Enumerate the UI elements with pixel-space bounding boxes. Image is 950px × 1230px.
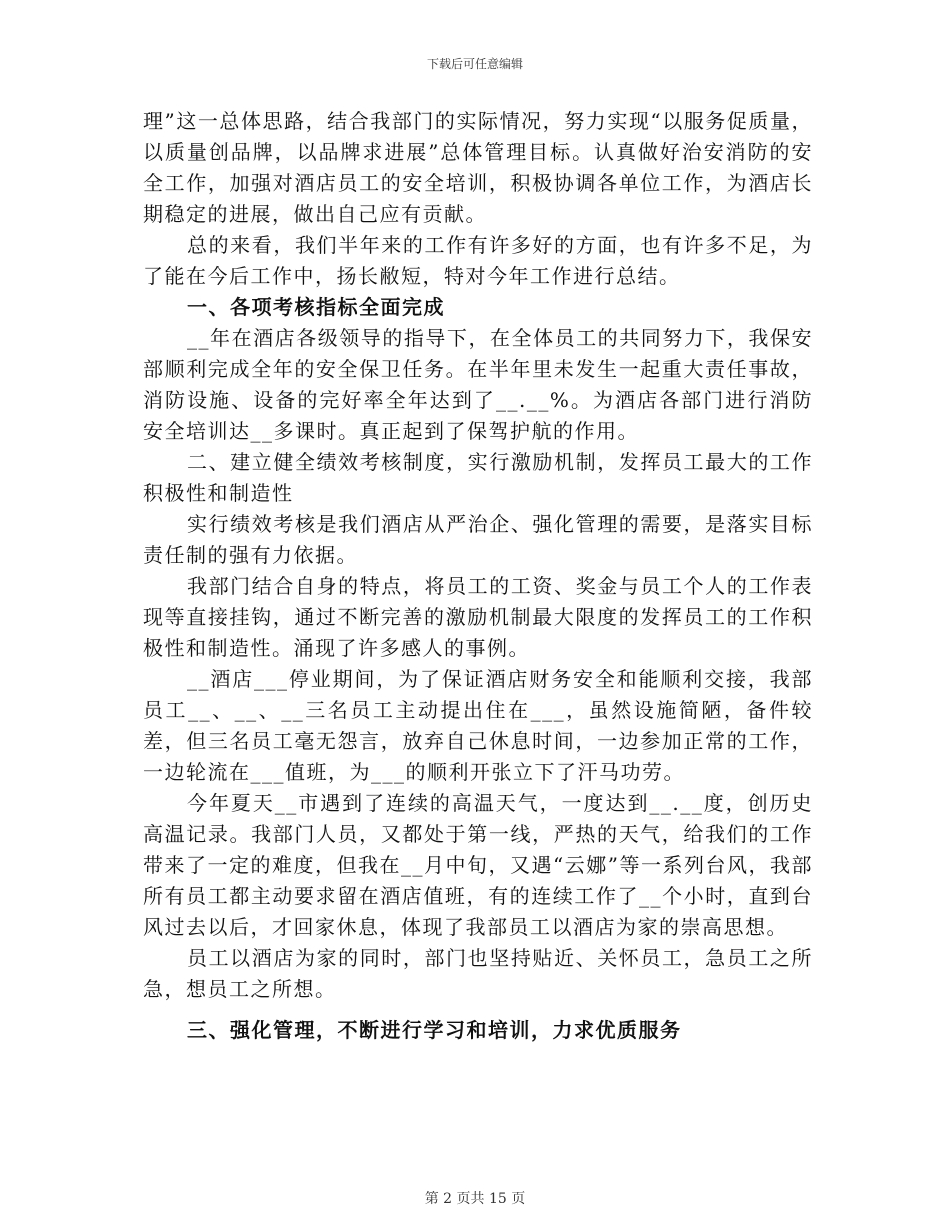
section-heading-1: 一、各项考核指标全面完成 [187,295,445,319]
page-header-note: 下载后可任意编辑 [426,57,523,71]
paragraph-incentive: 我部门结合自身的特点，将员工的工资、奖金与员工个人的工作表现等直接挂钩，通过不断完善的激励机制最大限度的发挥员工的工作积极性和制造性。涌现了许多感人的事例。 [143,574,813,660]
paragraph-performance-review: 实行绩效考核是我们酒店从严治企、强化管理的需要，是落实目标责任制的强有力依据。 [143,512,813,567]
paragraph-continuation: 理”这一总体思路，结合我部门的实际情况，努力实现“以服务促质量，以质量创品牌，以品牌求进展”总体管理目标。认真做好治安消防的安全工作，加强对酒店员工的安全培训，积极协调各单位工作，为酒店长期稳定的进展，做出自己应有贡献。 [143,109,813,226]
paragraph-summer-typhoon: 今年夏天__市遇到了连续的高温天气，一度达到__.__度，创历史高温记录。我部门人员，又都处于第一线，严热的天气，给我们的工作带来了一定的难度，但我在__月中旬，又遇“云娜”等一系列台风，我部所有员工都主动要求留在酒店值班，有的连续工作了__个小时，直到台风过去以后，才回家休息，体现了我部员工以酒店为家的崇高思想。 [143,791,813,939]
paragraph-annual-tasks: __年在酒店各级领导的指导下，在全体员工的共同努力下，我保安部顺利完成全年的安全保卫任务。在半年里未发生一起重大责任事故，消防设施、设备的完好率全年达到了__.__%。为酒店各部门进行消防安全培训达__多课时。真正起到了保驾护航的作用。 [143,326,813,443]
document-body [143,106,813,1046]
paragraph-hotel-closure: __酒店___停业期间，为了保证酒店财务安全和能顺利交接，我部员工__、__、__三名员工主动提出住在___，虽然设施简陋，备件较差，但三名员工毫无怨言，放弃自己休息时间，一边参加正常的工作，一边轮流在___值班，为___的顺利开张立下了汗马功劳。 [143,667,813,784]
paragraph-care-for-staff: 员工以酒店为家的同时，部门也坚持贴近、关怀员工，急员工之所急，想员工之所想。 [143,946,813,1001]
section-heading-3: 三、强化管理，不断进行学习和培训，力求优质服务 [187,1018,682,1042]
paragraph-summary: 总的来看，我们半年来的工作有许多好的方面，也有许多不足，为了能在今后工作中，扬长敝短，特对今年工作进行总结。 [143,233,813,288]
section-heading-2: 二、建立健全绩效考核制度，实行激励机制，发挥员工最大的工作积极性和制造性 [143,450,813,505]
page-number: 第 2 页共 15 页 [424,1191,526,1207]
